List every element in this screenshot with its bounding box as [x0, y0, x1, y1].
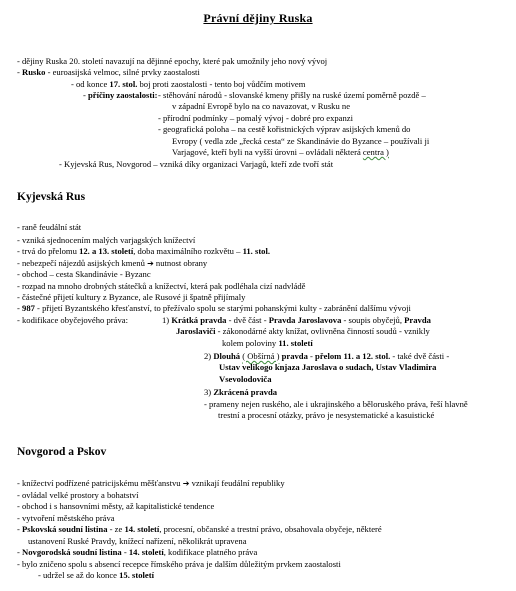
code-line: 2) Dlouhá ( Obšírná ) pravda - přelom 11. a 12. stol. - také dvě části - — [204, 351, 450, 361]
list-item: - rozpad na mnoho drobných státečků a knížectví, která pak podléhala cizí nadvládě — [17, 281, 306, 291]
intro-line: v západní Evropě bylo na co navazovat, v Rusku ne — [172, 101, 351, 111]
intro-line: Varjagové, kteří byli na vyšší úrovni – ovládali některá centra ) — [172, 147, 389, 157]
list-item: - vytvoření městského práva — [17, 513, 115, 523]
intro-line: - geografická poloha – na cestě kořistnických výprav asijských kmenů do — [158, 124, 411, 134]
code-line: Vsevolodoviča — [219, 374, 272, 384]
list-item: - Pskovská soudní listina - ze 14. století, procesní, občanské a trestní právo, obsahovala obyčeje, některé — [17, 524, 382, 534]
intro-line: - přírodní podmínky – pomalý vývoj - dobré pro expanzi — [158, 113, 353, 123]
list-item: - kodifikace obyčejového práva: — [17, 315, 128, 325]
page-title — [0, 13, 516, 24]
list-item: - částečné přijetí kultury z Byzance, ale Rusové ji špatně přijímaly — [17, 292, 246, 302]
code-line: kolem poloviny 11. století — [222, 338, 313, 348]
intro-line: Evropy ( vedla zde „řecká cesta“ ze Skandinávie do Byzance – používali ji — [172, 136, 430, 146]
code-line: Jaroslaviči - zákonodárné akty knížat, ovlivněna činností soudů - vznikly — [176, 326, 430, 336]
intro-line: - Rusko - euroasijská velmoc, silné prvky zaostalosti — [17, 67, 200, 77]
list-item: ustanovení Ruské Pravdy, knížecí nařízení, několikrát upravena — [28, 536, 247, 546]
intro-line: - dějiny Ruska 20. století navazují na dějinné epochy, které pak umožnily jeho nový vývoj — [17, 56, 328, 66]
list-item: - Novgorodská soudní listina - 14. století, kodifikace platného práva — [17, 547, 258, 557]
intro-line: - Kyjevská Rus, Novgorod – vzniká díky organizaci Varjagů, kteří zde tvoří stát — [59, 159, 334, 169]
intro-line: - stěhování národů - slovanské kmeny přišly na ruské území poměrně pozdě – — [158, 90, 426, 100]
intro-line: - příčiny zaostalosti: — [83, 90, 158, 100]
list-item: - knížectví podřízené patricijskému měšťanstvu ➔ vznikají feudální republiky — [17, 478, 285, 488]
list-item: - trvá do přelomu 12. a 13. století, doba maximálního rozkvětu – 11. stol. — [17, 246, 271, 256]
section-heading-kyjevska-rus: Kyjevská Rus — [17, 191, 86, 203]
title-text: Právní dějiny Ruska — [203, 11, 313, 25]
list-item: - vzniká sjednocením malých varjagských knížectví — [17, 235, 196, 245]
code-line: 1) Krátká pravda - dvě část - Pravda Jaroslavova - soupis obyčejů, Pravda — [162, 315, 431, 325]
list-item: - 987 - přijetí Byzantského křesťanství, to přežívalo spolu se starými pohanskými kulty - zabránění dalšímu vývoji — [17, 303, 411, 313]
list-item: - raně feudální stát — [17, 222, 82, 232]
list-item: - obchod – cesta Skandinávie - Byzanc — [17, 269, 151, 279]
code-line: 3) Zkrácená pravda — [204, 387, 278, 397]
code-line: - prameny nejen ruského, ale i ukrajinského a běloruského práva, řeší hlavně — [204, 399, 468, 409]
code-line: trestní a procesní otázky, právo je nesystematické a kasuistické — [218, 410, 435, 420]
intro-line: - od konce 17. stol. boj proti zaostalosti - tento boj vůdčím motivem — [71, 79, 306, 89]
list-item: - obchod i s hansovními městy, až kapitalistické tendence — [17, 501, 215, 511]
list-item: - ovládal velké prostory a bohatství — [17, 490, 139, 500]
list-item: - bylo zničeno spolu s absencí recepce římského práva je dalším důležitým prvkem zaostalosti — [17, 559, 341, 569]
list-item: - nebezpečí nájezdů asijských kmenů ➔ nutnost obrany — [17, 258, 208, 268]
list-item: - udržel se až do konce 15. století — [38, 570, 154, 580]
code-line: Ustav velikogo knjaza Jaroslava o sudach, Ustav Vladimira — [219, 362, 437, 372]
section-heading-novgorod-a-pskov: Novgorod a Pskov — [17, 446, 107, 458]
